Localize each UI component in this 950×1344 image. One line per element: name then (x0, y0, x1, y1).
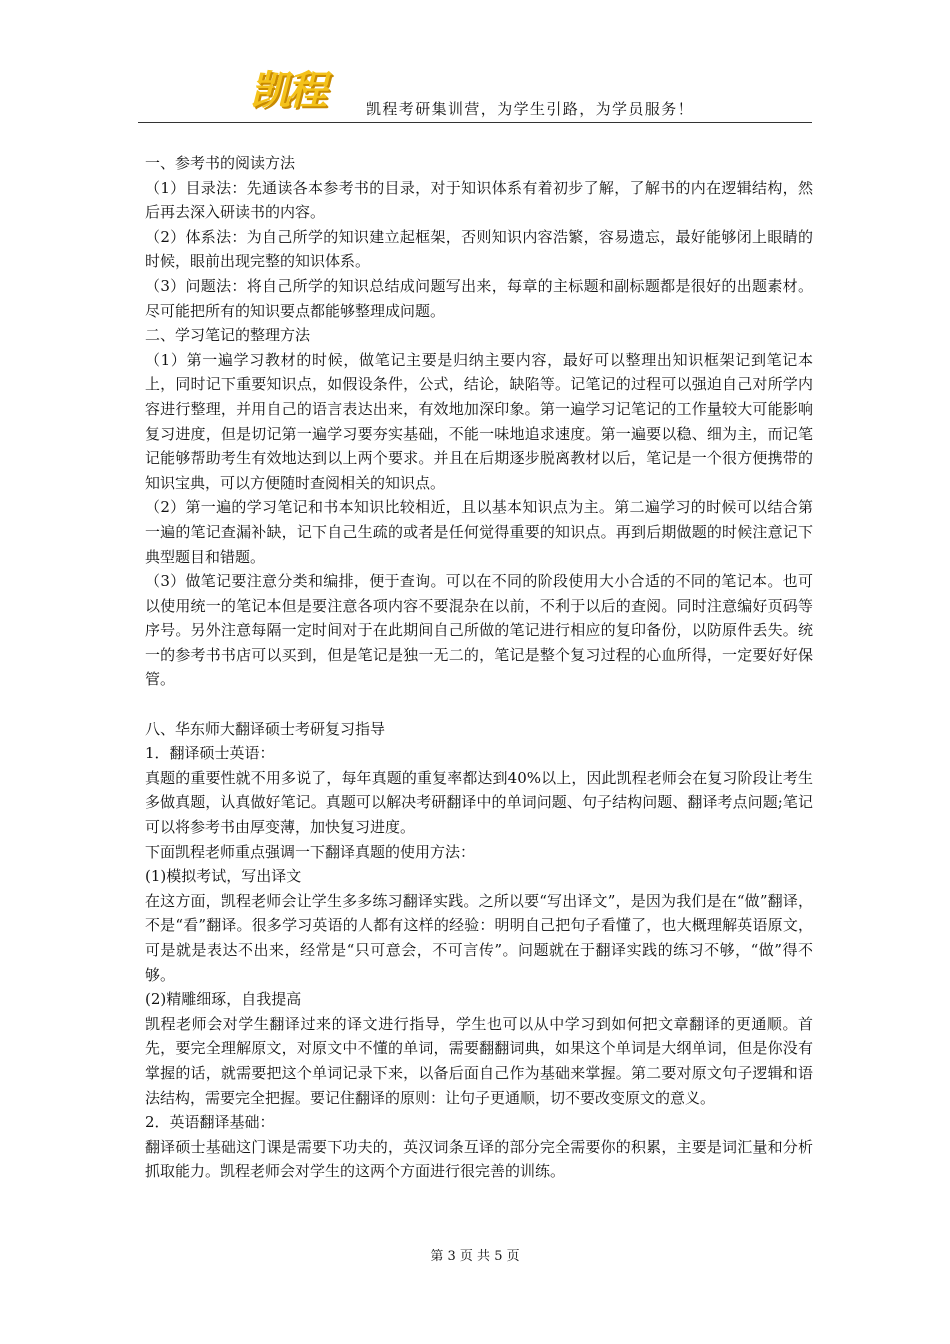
paragraph: （3）问题法：将自己所学的知识总结成问题写出来，每章的主标题和副标题都是很好的出题素材。尽可能把所有的知识要点都能够整理成问题。 (145, 276, 813, 320)
paragraph: 下面凯程老师重点强调一下翻译真题的使用方法： (145, 842, 476, 861)
paragraph: 二、学习笔记的整理方法 (145, 326, 311, 345)
blank-line (145, 692, 813, 717)
logo-text: 凯程 (250, 68, 324, 114)
paragraph: (1)模拟考试，写出译文 (145, 867, 302, 886)
paragraph: 2．英语翻译基础： (145, 1113, 275, 1132)
header-slogan: 凯程考研集训营，为学生引路，为学员服务！ (366, 100, 695, 118)
paragraph: 在这方面，凯程老师会让学生多多练习翻译实践。之所以要“写出译文”，是因为我们是在“做”翻译，不是“看”翻译。很多学习英语的人都有这样的经验：明明自己把句子看懂了，也大概理解英语原文，可是就是表达不出来，经常是“只可意会，不可言传”。问题就在于翻译实践的练习不够，“做”得不够。 (145, 891, 813, 984)
paragraph: 八、华东师大翻译硕士考研复习指导 (145, 719, 386, 738)
page-header (138, 60, 812, 123)
paragraph: （3）做笔记要注意分类和编排，便于查询。可以在不同的阶段使用大小合适的不同的笔记本。也可以使用统一的笔记本但是要注意各项内容不要混杂在以前，不利于以后的查阅。同时注意编好页码等序号。另外注意每隔一定时间对于在此期间自己所做的笔记进行相应的复印备份，以防原件丢失。统一的参考书书店可以买到，但是笔记是独一无二的，笔记是整个复习过程的心血所得，一定要好好保管。 (145, 572, 813, 689)
paragraph: （2）第一遍的学习笔记和书本知识比较相近，且以基本知识点为主。第二遍学习的时候可以结合第一遍的笔记查漏补缺，记下自己生疏的或者是任何觉得重要的知识点。再到后期做题的时候注意记下典型题目和错题。 (145, 498, 813, 566)
paragraph: （1）目录法：先通读各本参考书的目录，对于知识体系有着初步了解，了解书的内在逻辑结构，然后再去深入研读书的内容。 (145, 178, 813, 222)
paragraph: 凯程老师会对学生翻译过来的译文进行指导，学生也可以从中学习到如何把文章翻译的更通顺。首先，要完全理解原文，对原文中不懂的单词，需要翻翻词典，如果这个单词是大纲单词，但是你没有掌握的话，就需要把这个单词记录下来，以备后面自己作为基础来掌握。第二要对原文句子逻辑和语法结构，需要完全把握。要记住翻译的原则：让句子更通顺，切不要改变原文的意义。 (145, 1014, 813, 1107)
paragraph: (2)精雕细琢，自我提高 (145, 990, 302, 1009)
paragraph: 真题的重要性就不用多说了，每年真题的重复率都达到40%以上，因此凯程老师会在复习阶段让考生多做真题，认真做好笔记。真题可以解决考研翻译中的单词问题、句子结构问题、翻译考点问题;笔记可以将参考书由厚变薄，加快复习进度。 (145, 768, 813, 837)
paragraph: 翻译硕士基础这门课是需要下功夫的，英汉词条互译的部分完全需要你的积累，主要是词汇量和分析抓取能力。凯程老师会对学生的这两个方面进行很完善的训练。 (145, 1137, 813, 1181)
document-body (145, 151, 813, 1184)
paragraph: （2）体系法：为自己所学的知识建立起框架，否则知识内容浩繁，容易遗忘，最好能够闭上眼睛的时候，眼前出现完整的知识体系。 (145, 227, 813, 271)
paragraph: （1）第一遍学习教材的时候，做笔记主要是归纳主要内容，最好可以整理出知识框架记到笔记本上，同时记下重要知识点，如假设条件，公式，结论，缺陷等。记笔记的过程可以强迫自己对所学内容进行整理，并用自己的语言表达出来，有效地加深印象。第一遍学习记笔记的工作量较大可能影响复习进度，但是切记第一遍学习要夯实基础，不能一味地追求速度。第一遍要以稳、细为主，而记笔记能够帮助考生有效地达到以上两个要求。并且在后期逐步脱离教材以后，笔记是一个很方便携带的知识宝典，可以方便随时查阅相关的知识点。 (145, 350, 813, 492)
page-footer: 第 3 页 共 5 页 (430, 1249, 520, 1264)
paragraph: 一、参考书的阅读方法 (145, 154, 296, 172)
paragraph: 1．翻译硕士英语： (145, 744, 275, 763)
kaicheng-logo (250, 64, 362, 118)
